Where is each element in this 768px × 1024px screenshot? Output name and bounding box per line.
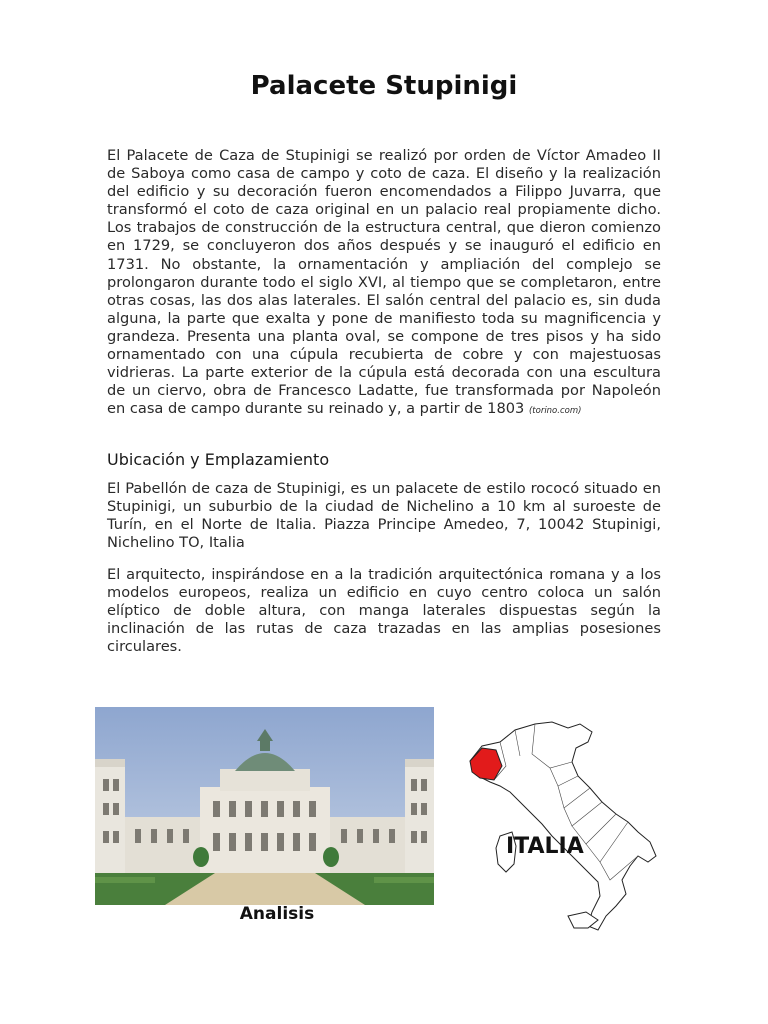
piedmont-highlight <box>470 748 502 780</box>
architect-paragraph: El arquitecto, inspirándose en a la tradición arquitectónica romana y a los modelos europeos, realiza un edificio en cuyo centro coloca un salón elíptico de doble altura, con manga laterales dispuestas según la inclinación de las rutas de caza trazadas en las amplias posesiones circulares. <box>107 566 661 656</box>
palace-photo <box>95 707 434 905</box>
section-heading: Ubicación y Emplazamiento <box>107 450 330 469</box>
intro-paragraph <box>107 147 661 420</box>
italy-map <box>460 716 660 932</box>
source-citation: (torino.com) <box>528 406 582 417</box>
page-title: Palacete Stupinigi <box>250 71 518 101</box>
map-label: ITALIA <box>506 834 584 859</box>
photo-caption: Analisis <box>239 904 315 924</box>
intro-text: El Palacete de Caza de Stupinigi se realizó por orden de Víctor Amadeo II de Saboya como casa de campo y coto de caza. El diseño y la realización del edificio y su decoración fueron encomendados a Filippo Juvarra, que transformó el coto de caza original en un palacio real propiamente dicho. Los trabajos de construcción de la estructura central, que dieron comienzo en 1729, se concluyeron dos años después y se inauguró el edificio en 1731. No obstante, la ornamentación y ampliación del complejo se prolongaron durante todo el siglo XVI, al tiempo que se completaron, entre otras cosas, las dos alas laterales. El salón central del palacio es, sin duda alguna, la parte que exalta y pone de manifiesto toda su magnificencia y grandeza. Presenta una planta oval, se compone de tres pisos y ha sido ornamentado con una cúpula recubierta de cobre y con majestuosas vidrieras. La parte exterior de la cúpula está decorada con una escultura de un ciervo, obra de Francesco Ladatte, fue transformada por Napoleón en casa de campo durante su reinado y, a partir de 1803 <box>107 147 661 418</box>
location-paragraph: El Pabellón de caza de Stupinigi, es un palacete de estilo rococó situado en Stupinigi, un suburbio de la ciudad de Nichelino a 10 km al suroeste de Turín, en el Norte de Italia. Piazza Principe Amedeo, 7, 10042 Stupinigi, Nichelino TO, Italia <box>107 480 661 552</box>
